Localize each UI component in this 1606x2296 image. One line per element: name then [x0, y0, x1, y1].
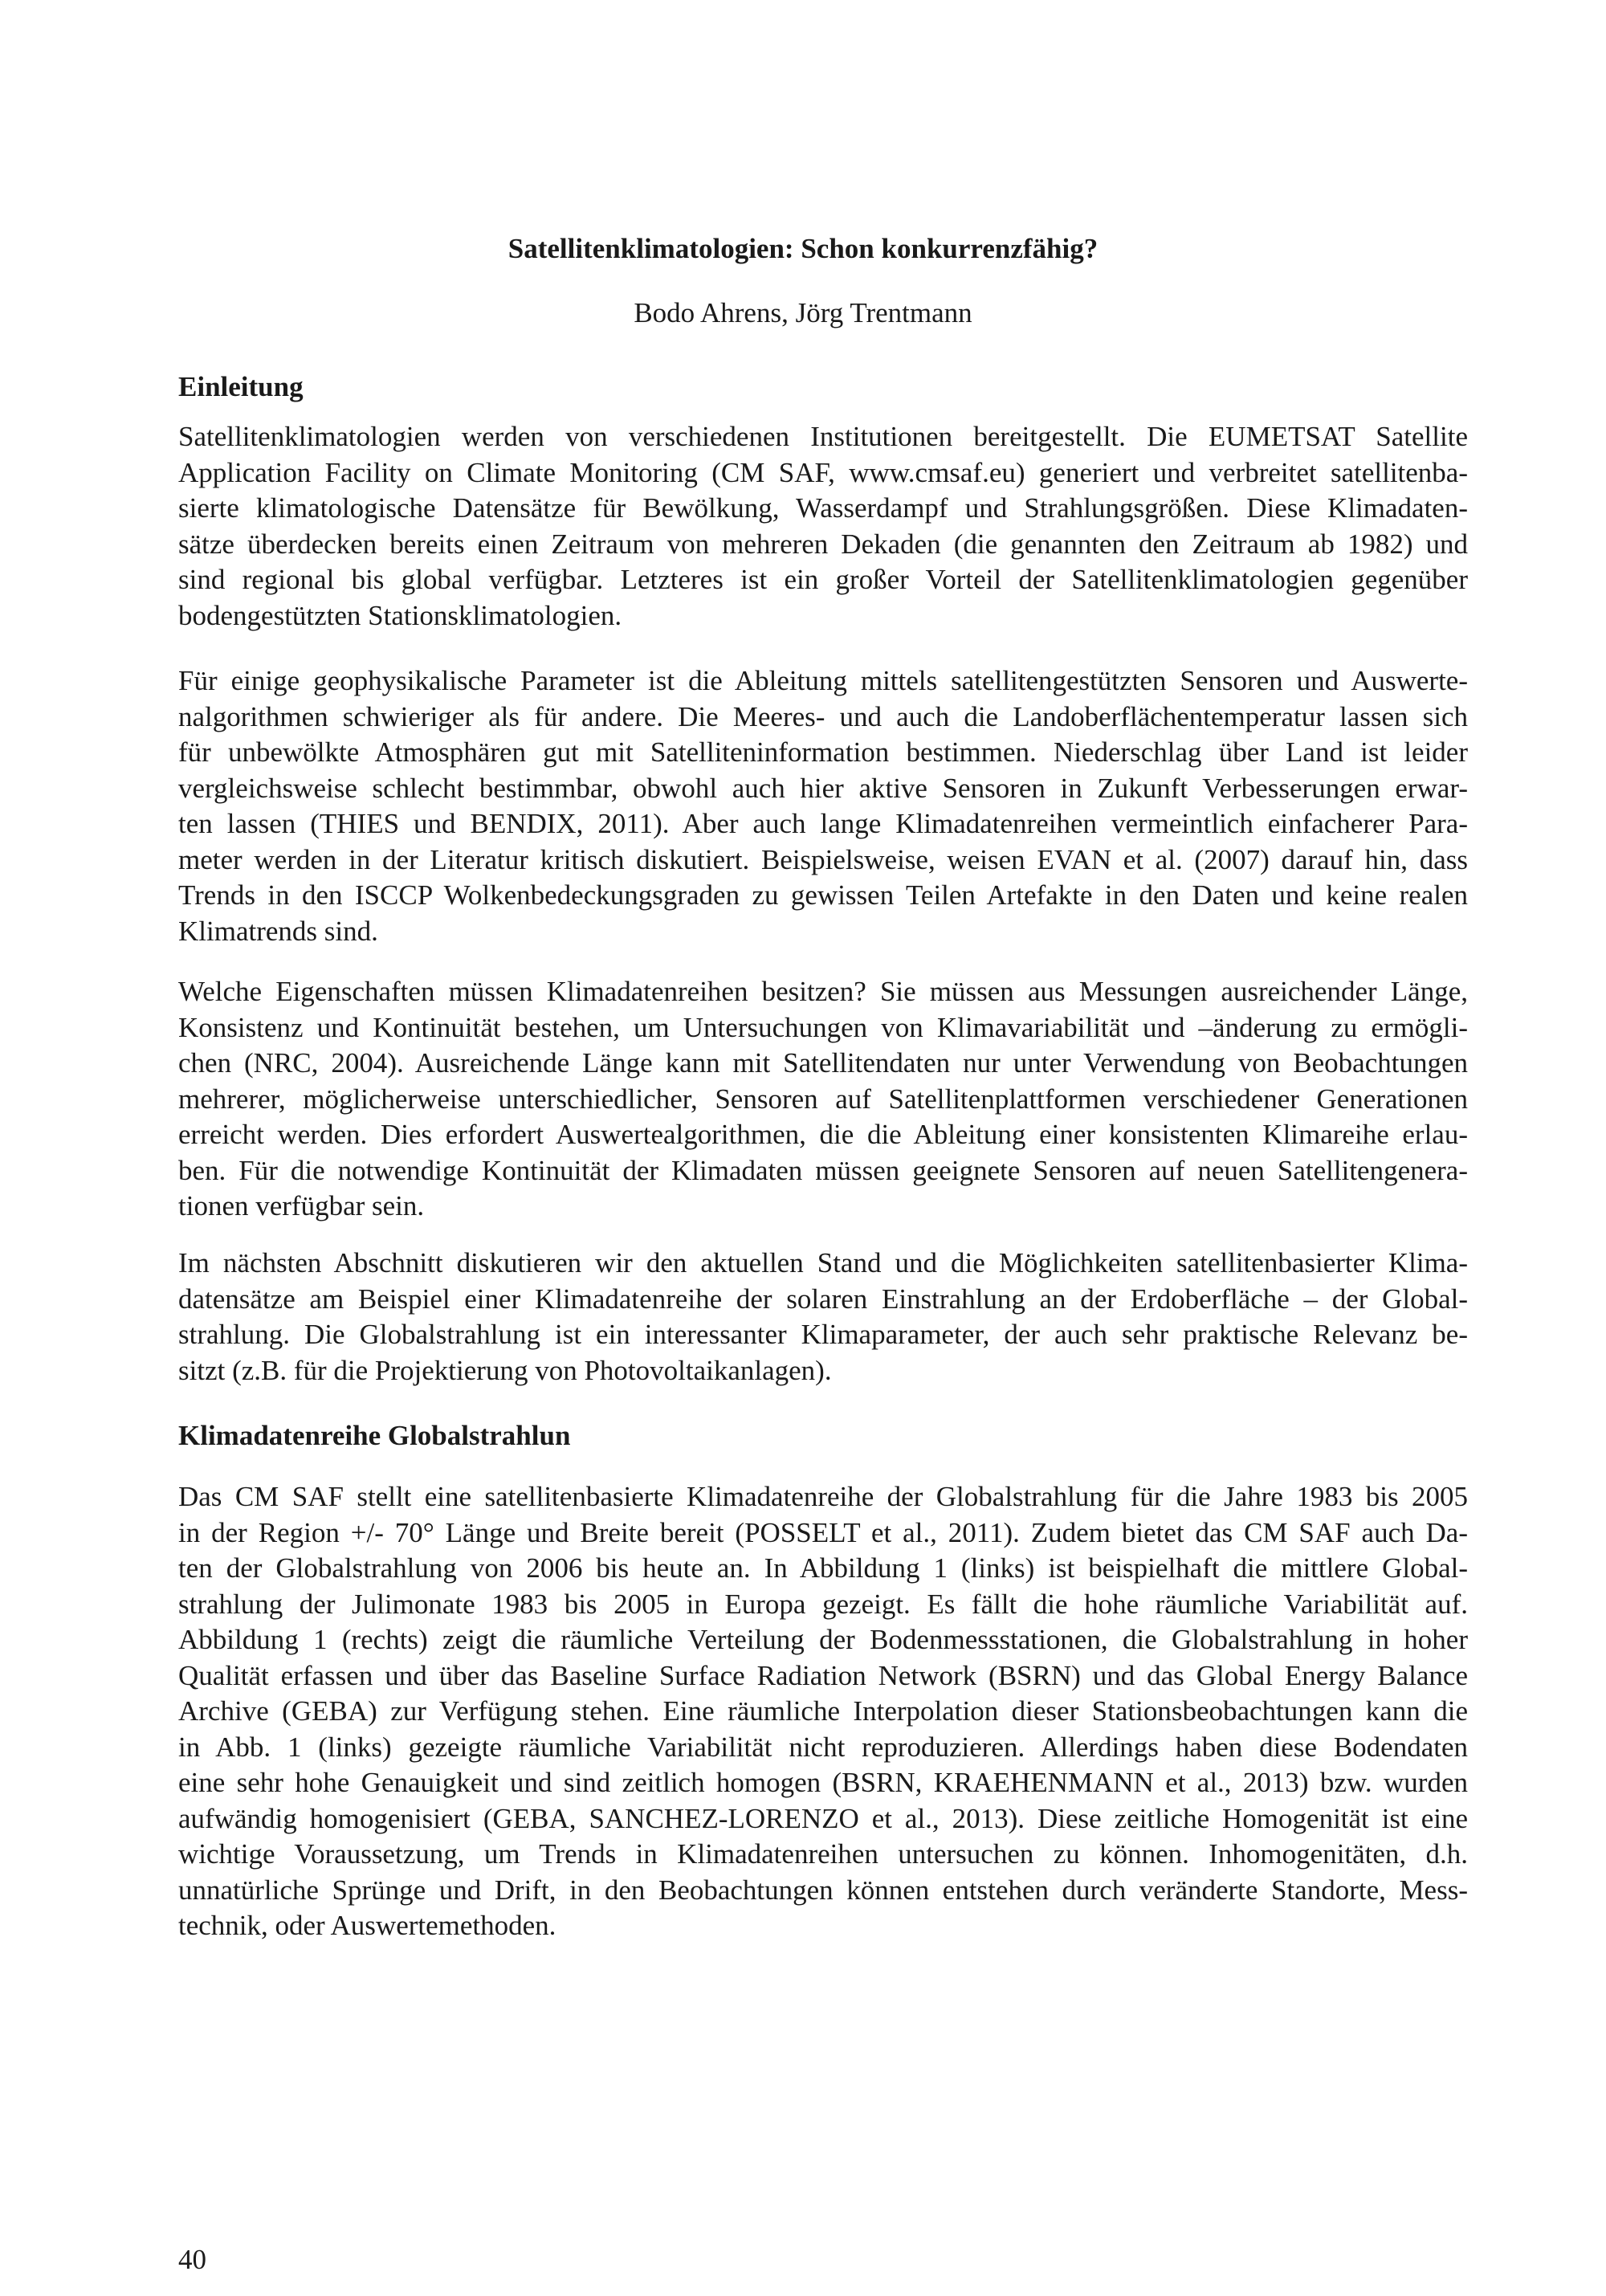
page-number: 40	[178, 2244, 206, 2275]
text-line: aufwändig homogenisiert (GEBA, SANCHEZ-LORENZO et al., 2013). Diese zeitliche Homogenität ist eine	[178, 1802, 1468, 1834]
text-line: vergleichsweise schlecht bestimmbar, obwohl auch hier aktive Sensoren in Zukunft Verbesserungen erwar-	[178, 772, 1468, 804]
text-line: meter werden in der Literatur kritisch diskutiert. Beispielsweise, weisen EVAN et al. (2007) darauf hin, dass	[178, 843, 1468, 875]
text-line: für unbewölkte Atmosphären gut mit Satelliteninformation bestimmen. Niederschlag über Land ist leider	[178, 736, 1468, 768]
text-line: Satellitenklimatologien werden von verschiedenen Institutionen bereitgestellt. Die EUMETSAT Satellite	[178, 421, 1468, 452]
page-title: Satellitenklimatologien: Schon konkurrenzfähig?	[507, 233, 1099, 264]
text-line: sätze überdecken bereits einen Zeitraum von mehreren Dekaden (die genannten den Zeitraum ab 1982) und	[178, 528, 1468, 560]
text-line: strahlung der Julimonate 1983 bis 2005 in Europa gezeigt. Es fällt die hohe räumliche Variabilität auf.	[178, 1588, 1468, 1620]
authors: Bodo Ahrens, Jörg Trentmann	[634, 297, 972, 328]
text-line: mehrerer, möglicherweise unterschiedlicher, Sensoren auf Satellitenplattformen verschiedener Generationen	[178, 1083, 1468, 1115]
paragraph	[178, 1246, 1468, 1389]
text-line: ben. Für die notwendige Kontinuität der Klimadaten müssen geeignete Sensoren auf neuen Satellitengenera-	[178, 1154, 1468, 1186]
paragraph	[178, 663, 1468, 949]
text-line: Archive (GEBA) zur Verfügung stehen. Eine räumliche Interpolation dieser Stationsbeobachtungen kann die	[178, 1695, 1468, 1727]
text-line: bodengestützten Stationsklimatologien.	[178, 599, 622, 631]
text-line: eine sehr hohe Genauigkeit und sind zeitlich homogen (BSRN, KRAEHENMANN et al., 2013) bzw. wurden	[178, 1767, 1468, 1798]
text-line: unnatürliche Sprünge und Drift, in den Beobachtungen können entstehen durch veränderte Standorte, Mess-	[178, 1874, 1468, 1906]
text-line: datensätze am Beispiel einer Klimadatenreihe der solaren Einstrahlung an der Erdoberfläche – der Global-	[178, 1283, 1468, 1315]
text-line: in Abb. 1 (links) gezeigte räumliche Variabilität nicht reproduzieren. Allerdings haben diese Bodendaten	[178, 1731, 1468, 1763]
text-line: Qualität erfassen und über das Baseline Surface Radiation Network (BSRN) und das Global Energy Balance	[178, 1659, 1468, 1691]
text-line: in der Region +/- 70° Länge und Breite bereit (POSSELT et al., 2011). Zudem bietet das CM SAF auch Da-	[178, 1516, 1468, 1548]
text-line: strahlung. Die Globalstrahlung ist ein interessanter Klimaparameter, der auch sehr praktische Relevanz be-	[178, 1319, 1468, 1350]
paragraph	[178, 1479, 1468, 1944]
text-line: ten der Globalstrahlung von 2006 bis heute an. In Abbildung 1 (links) ist beispielhaft die mittlere Global-	[178, 1552, 1468, 1584]
text-line: nalgorithmen schwieriger als für andere. Die Meeres- und auch die Landoberflächentemperatur lassen sich	[178, 700, 1468, 732]
paragraph	[178, 419, 1468, 634]
text-line: Klimatrends sind.	[178, 915, 378, 947]
text-line: chen (NRC, 2004). Ausreichende Länge kann mit Satellitendaten nur unter Verwendung von Beobachtungen	[178, 1047, 1468, 1079]
text-line: Für einige geophysikalische Parameter ist die Ableitung mittels satellitengestützten Sensoren und Auswerte-	[178, 665, 1468, 696]
text-line: wichtige Voraussetzung, um Trends in Klimadatenreihen untersuchen zu können. Inhomogenitäten, d.h.	[178, 1838, 1468, 1870]
section-heading-einleitung: Einleitung	[178, 371, 304, 402]
text-line: ten lassen (THIES und BENDIX, 2011). Aber auch lange Klimadatenreihen vermeintlich einfacherer Para-	[178, 808, 1468, 839]
text-line: Application Facility on Climate Monitoring (CM SAF, www.cmsaf.eu) generiert und verbreitet satellitenba-	[178, 456, 1468, 488]
text-line: Das CM SAF stellt eine satellitenbasierte Klimadatenreihe der Globalstrahlung für die Jahre 1983 bis 2005	[178, 1481, 1468, 1512]
text-line: Konsistenz und Kontinuität bestehen, um Untersuchungen von Klimavariabilität und –änderung zu ermögli-	[178, 1011, 1468, 1043]
text-line: sierte klimatologische Datensätze für Bewölkung, Wasserdampf und Strahlungsgrößen. Diese Klimadaten-	[178, 492, 1468, 524]
text-line: Abbildung 1 (rechts) zeigt die räumliche Verteilung der Bodenmessstationen, die Globalstrahlung in hoher	[178, 1624, 1468, 1655]
text-line: sitzt (z.B. für die Projektierung von Photovoltaikanlagen).	[178, 1354, 832, 1386]
text-line: Im nächsten Abschnitt diskutieren wir den aktuellen Stand und die Möglichkeiten satellitenbasierter Klima-	[178, 1247, 1468, 1279]
text-line: technik, oder Auswertemethoden.	[178, 1910, 556, 1941]
section-heading-globalstrahlung: Klimadatenreihe Globalstrahlun	[178, 1420, 571, 1451]
text-line: Welche Eigenschaften müssen Klimadatenreihen besitzen? Sie müssen aus Messungen ausreichender Länge,	[178, 976, 1468, 1007]
text-line: sind regional bis global verfügbar. Letzteres ist ein großer Vorteil der Satellitenklimatologien gegenüber	[178, 564, 1468, 595]
text-line: Trends in den ISCCP Wolkenbedeckungsgraden zu gewissen Teilen Artefakte in den Daten und keine realen	[178, 879, 1468, 911]
paragraph	[178, 974, 1468, 1225]
text-line: tionen verfügbar sein.	[178, 1190, 425, 1221]
text-line: erreicht werden. Dies erfordert Auswertealgorithmen, die die Ableitung einer konsistenten Klimareihe erlau-	[178, 1119, 1468, 1150]
